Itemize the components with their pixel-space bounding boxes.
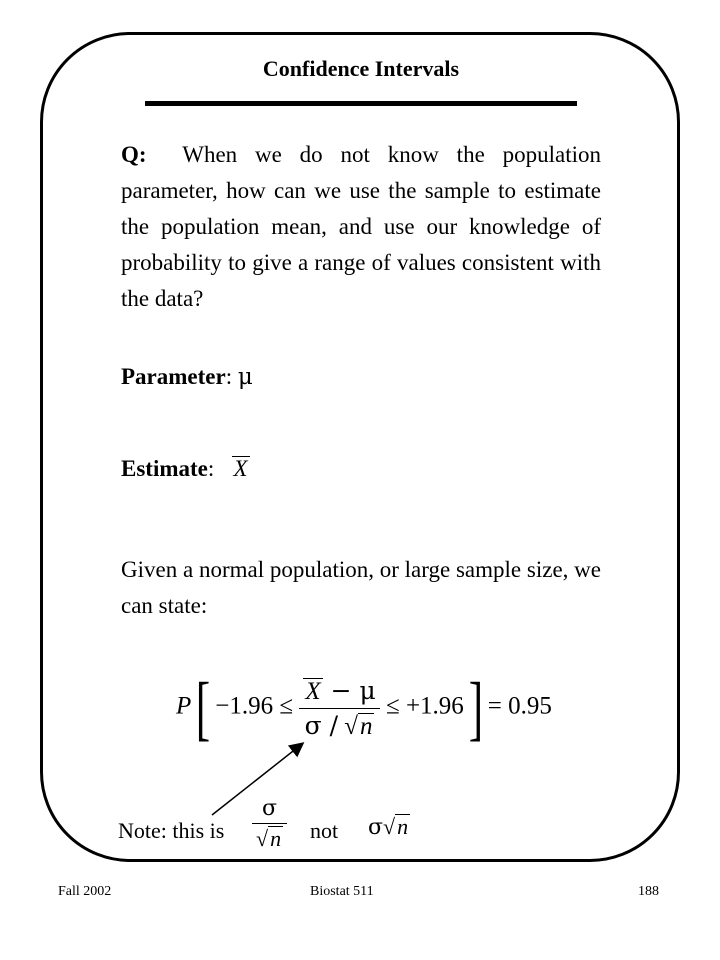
note-alt-sigma: σ [368,815,384,840]
formula-P: P [176,692,192,720]
left-bracket: [ [196,668,211,748]
slide-title: Confidence Intervals [262,56,460,81]
note-not: not [310,818,339,843]
question-text: When we do not know the population parameter, how can we use the sample to estimate the population mean, and use our knowledge of probability to give a range of values consistent with the data? [121,142,602,311]
note-label: Note: this is [118,818,225,843]
parameter-symbol: μ [237,364,253,390]
estimate-label: Estimate [121,456,208,481]
note-alternative: σ√n [368,814,409,840]
footer-page-number: 188 [638,884,659,899]
formula-xbar: X [305,677,321,705]
footer-date: Fall 2002 [58,884,112,899]
formula-den-sigma: σ / [304,710,338,740]
formula-lower: −1.96 ≤ [215,692,294,720]
parameter-line: Parameter: μ [121,364,253,390]
formula-upper: ≤ +1.96 [385,692,464,720]
formula-den-n: n [359,712,373,740]
note-alt-n: n [397,814,409,839]
note-frac-n: n [270,826,282,851]
estimate-line: Estimate: X [121,456,248,481]
given-paragraph: Given a normal population, or large sample size, we can state: [121,557,601,618]
footer-course: Biostat 511 [310,884,374,899]
question-label: Q: [121,142,147,167]
formula-num-rest: − μ [322,675,376,705]
note-frac-sigma: σ [262,796,278,821]
right-bracket: ] [468,668,483,748]
note-fraction: $\frac{\sigma}{√n}$ [252,796,287,852]
estimate-symbol: X [233,456,248,481]
z-fraction: $\frac{X - \mu}{\sigma / √n}$ [299,676,379,741]
formula-equals: = 0.95 [487,692,552,720]
parameter-label: Parameter [121,364,226,389]
